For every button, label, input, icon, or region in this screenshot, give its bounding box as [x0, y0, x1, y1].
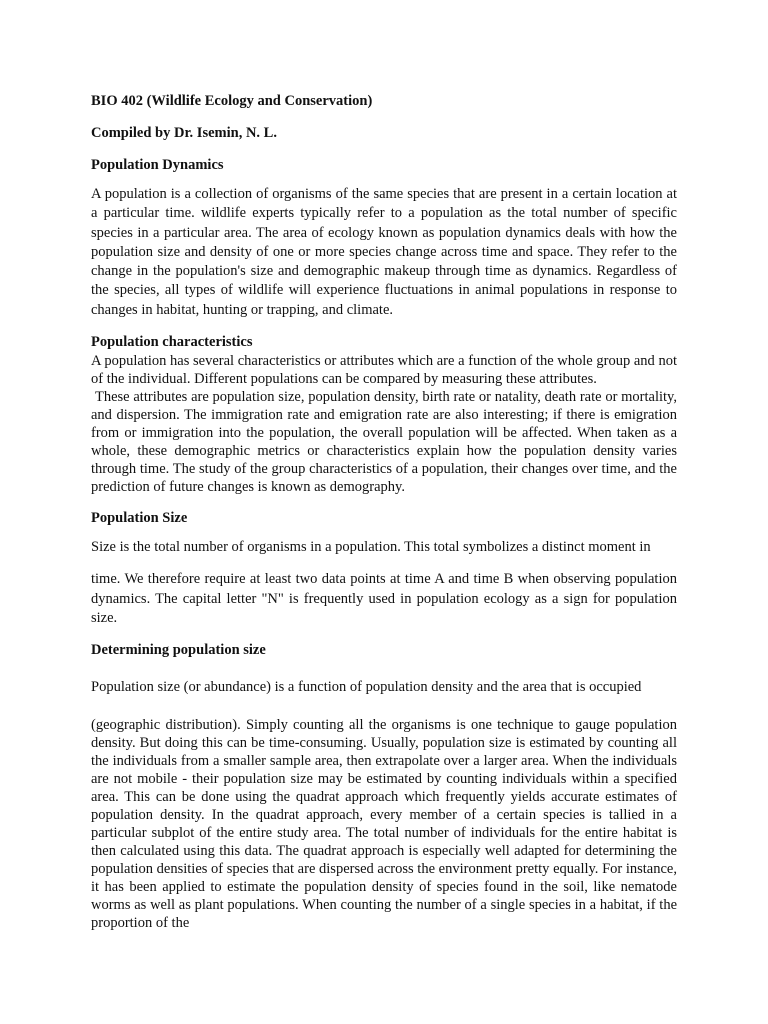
section-heading-population-dynamics: Population Dynamics — [91, 157, 224, 173]
paragraph-population-characteristics-2: These attributes are population size, population density, birth rate or natality, death rate or mortality, and dispersion. The immigration rate and emigration rate are also interesting; if there is emigration from or immigration into the population, the overall population will be affected. When taken as a whole, these demographic metrics or characteristics explain how the population density varies through time. The study of the group characteristics of a population, their changes over time, and the prediction of future changes is known as demography. — [91, 389, 677, 496]
course-title: BIO 402 (Wildlife Ecology and Conservation) — [91, 93, 373, 109]
paragraph-population-dynamics: A population is a collection of organisms of the same species that are present in a certain location at a particular time. wildlife experts typically refer to a population as the total number of specific species in a particular area. The area of ecology known as population dynamics deals with how the population size and density of one or more species change across time and space. They refer to the change in the population's size and demographic makeup through time as dynamics. Regardless of the species, all types of wildlife will experience fluctuations in animal populations in response to changes in habitat, hunting or trapping, and climate. — [91, 186, 677, 318]
document-body — [91, 92, 677, 932]
paragraph-determining-population-size-2: (geographic distribution). Simply counting all the organisms is one technique to gauge population density. But doing this can be time-consuming. Usually, population size is estimated by counting all the individuals from a smaller sample area, then extrapolate over a larger area. When the individuals are not mobile - their population size may be estimated by counting individuals within a specified area. This can be done using the quadrat approach which frequently yields accurate estimates of population density. In the quadrat approach, every member of a certain species is tallied in a particular subplot of the entire study area. The total number of individuals for the entire habitat is then calculated using this data. The quadrat approach is especially well adapted for determining the population densities of species that are dispersed across the environment pretty equally. For instance, it has been applied to estimate the population density of species found in the soil, like nematode worms as well as plant populations. When counting the number of a single species in a habitat, if the proportion of the — [91, 716, 677, 931]
section-heading-population-characteristics: Population characteristics — [91, 334, 253, 351]
paragraph-determining-population-size-1: Population size (or abundance) is a function of population density and the area that is occupied — [91, 679, 642, 696]
section-heading-population-size: Population Size — [91, 510, 188, 527]
paragraph-population-size-1: Size is the total number of organisms in a population. This total symbolizes a distinct moment in — [91, 539, 651, 556]
paragraph-population-characteristics-1: A population has several characteristics or attributes which are a function of the whole group and not of the individual. Different populations can be compared by measuring these attributes. — [91, 353, 677, 388]
compiled-by: Compiled by Dr. Isemin, N. L. — [91, 125, 277, 141]
paragraph-population-size-2: time. We therefore require at least two data points at time A and time B when observing population dynamics. The capital letter "N" is frequently used in population ecology as a sign for population size. — [91, 571, 677, 626]
section-heading-determining-population-size: Determining population size — [91, 642, 266, 659]
